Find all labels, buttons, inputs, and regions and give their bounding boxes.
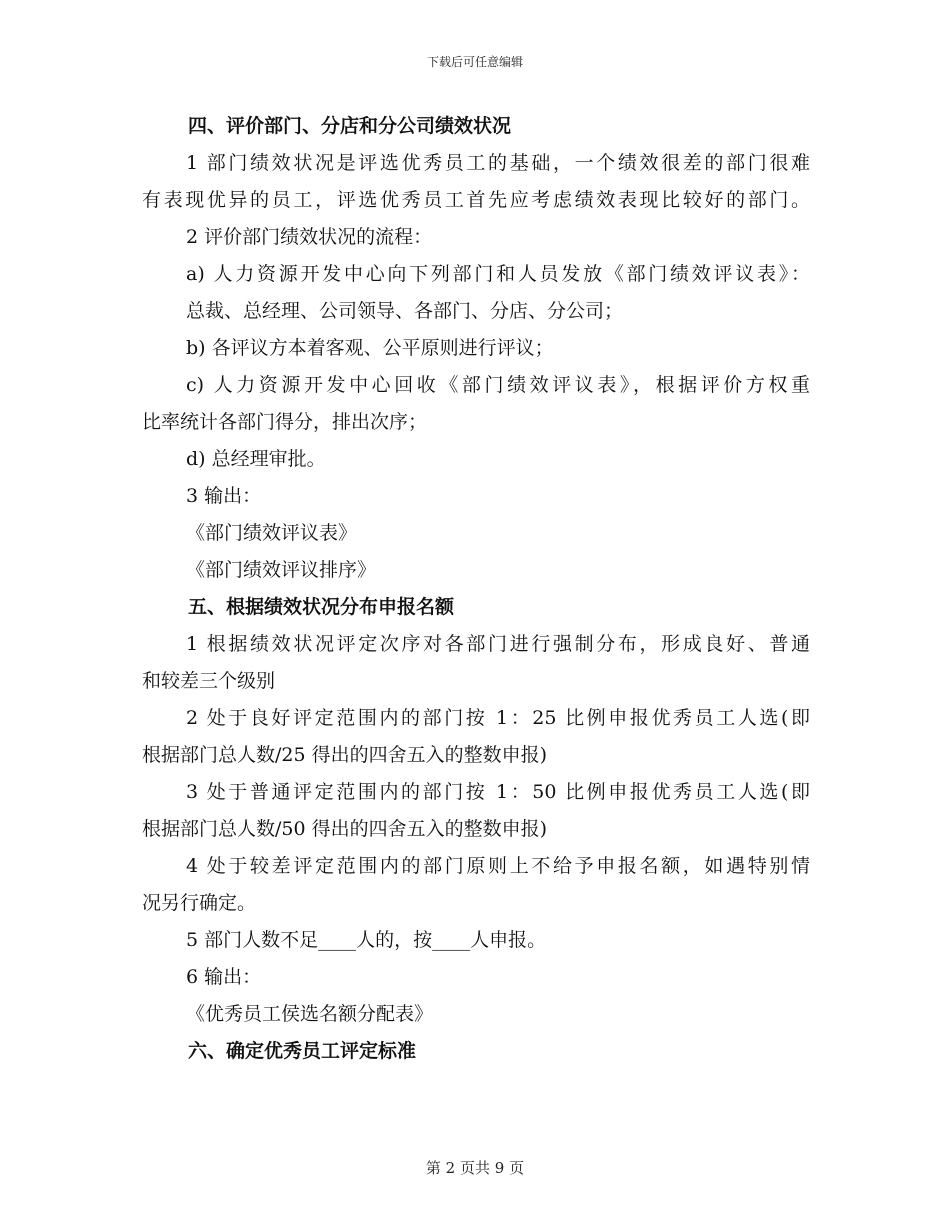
output-item: 《部门绩效评议表》 bbox=[186, 522, 358, 544]
list-item-a: a) 人力资源开发中心向下列部门和人员发放《部门绩效评议表》： bbox=[186, 263, 810, 285]
list-item-b: b) 各评议方本着客观、公平原则进行评议； bbox=[186, 337, 554, 359]
paragraph-line: 2 评价部门绩效状况的流程： bbox=[186, 226, 433, 248]
section-heading-6: 六、确定优秀员工评定标准 bbox=[188, 1040, 417, 1062]
output-item: 《部门绩效评议排序》 bbox=[186, 559, 377, 581]
document-body bbox=[142, 108, 810, 1070]
paragraph-line: 5 部门人数不足____人的，按____人申报。 bbox=[186, 929, 547, 951]
list-item-c: c) 人力资源开发中心回收《部门绩效评议表》，根据评价方权重 bbox=[186, 374, 810, 396]
paragraph-line: 4 处于较差评定范围内的部门原则上不给予申报名额，如遇特别情 bbox=[186, 855, 810, 877]
section-heading-5: 五、根据绩效状况分布申报名额 bbox=[188, 596, 455, 618]
paragraph-line: 况另行确定。 bbox=[142, 892, 257, 914]
list-item-d: d) 总经理审批。 bbox=[186, 448, 326, 470]
paragraph-line: 1 根据绩效状况评定次序对各部门进行强制分布，形成良好、普通 bbox=[186, 633, 810, 655]
list-item-a-cont: 总裁、总经理、公司领导、各部门、分店、分公司； bbox=[186, 300, 624, 322]
paragraph-line: 有表现优异的员工，评选优秀员工首先应考虑绩效表现比较好的部门。 bbox=[142, 189, 810, 211]
paragraph-line: 根据部门总人数/50 得出的四舍五入的整数申报) bbox=[142, 818, 548, 840]
output-item: 《优秀员工侯选名额分配表》 bbox=[186, 1003, 434, 1025]
page-header: 下载后可任意编辑 bbox=[426, 55, 523, 69]
paragraph-line: 6 输出： bbox=[186, 966, 262, 988]
paragraph-line: 根据部门总人数/25 得出的四舍五入的整数申报) bbox=[142, 744, 548, 766]
paragraph-line: 和较差三个级别 bbox=[142, 670, 276, 692]
section-heading-4: 四、评价部门、分店和分公司绩效状况 bbox=[188, 115, 512, 137]
paragraph-line: 2 处于良好评定范围内的部门按 1：25 比例申报优秀员工人选(即 bbox=[186, 707, 810, 729]
list-item-c-cont: 比率统计各部门得分，排出次序； bbox=[142, 411, 428, 433]
paragraph-line: 3 处于普通评定范围内的部门按 1：50 比例申报优秀员工人选(即 bbox=[186, 781, 810, 803]
page-footer: 第 2 页共 9 页 bbox=[425, 1159, 525, 1177]
paragraph-line: 3 输出： bbox=[186, 485, 262, 507]
paragraph-line: 1 部门绩效状况是评选优秀员工的基础，一个绩效很差的部门很难 bbox=[186, 152, 810, 174]
